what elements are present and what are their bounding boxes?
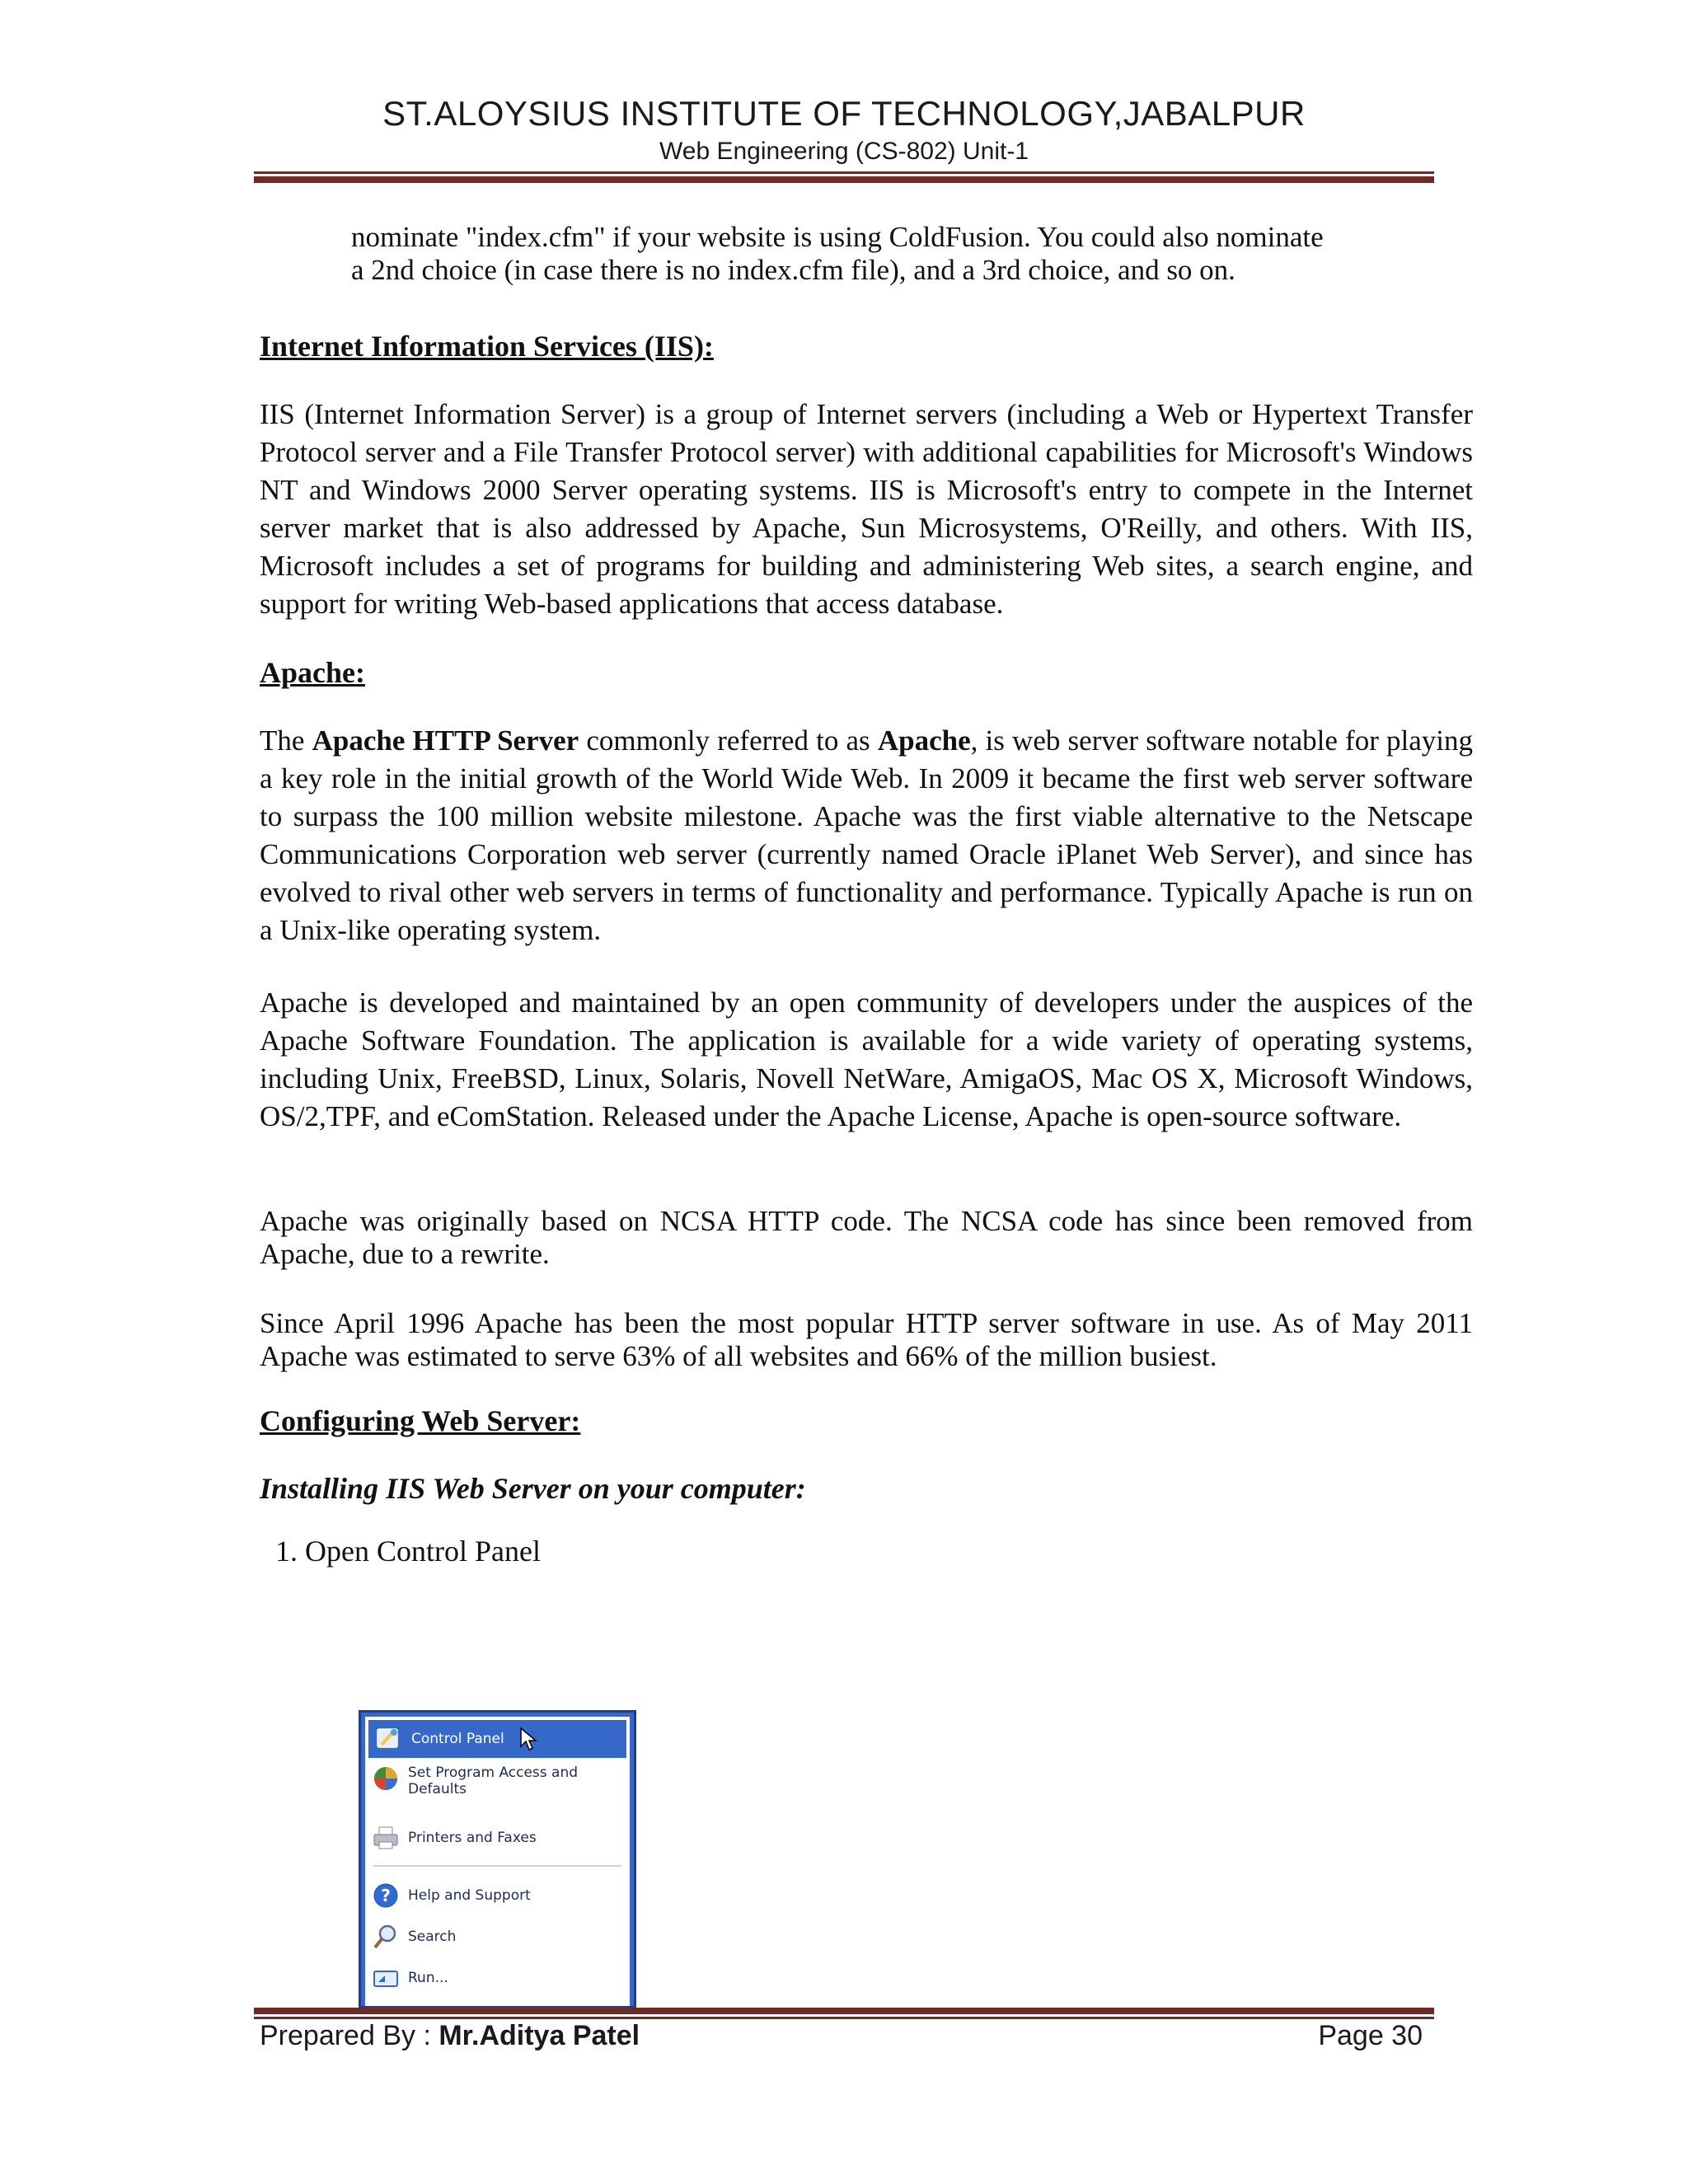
page-content xyxy=(260,221,1473,1569)
control-panel-icon xyxy=(375,1725,403,1753)
menu-item-search[interactable] xyxy=(365,1916,630,1957)
printer-icon xyxy=(372,1824,400,1852)
menu-label-line2: Defaults xyxy=(408,1781,467,1797)
footer-prepared-by xyxy=(260,2020,640,2052)
page-number: Page 30 xyxy=(1318,2020,1423,2051)
footer-rule xyxy=(254,2008,1434,2019)
apache-paragraph-4: Since April 1996 Apache has been the most popular HTTP server software in use. As of May 2011 Apache was estimated to serve 63% of all websites and 66% of the million busiest. xyxy=(260,1307,1473,1372)
menu-label: Search xyxy=(408,1929,457,1945)
iis-paragraph: IIS (Internet Information Server) is a group of Internet servers (including a Web or Hypertext Transfer Protocol server and a File Transfer Protocol server) with additional capabilities for Microsoft's Windows NT and Windows 2000 Server operating systems. IIS is Microsoft's entry to compete in the Internet server market that is also addressed by Apache, Sun Microsystems, O'Reilly, and others. With IIS, Microsoft includes a set of programs for building and administering Web sites, a search engine, and support for writing Web-based applications that access database. xyxy=(260,398,1473,620)
menu-label: Set Program Access and xyxy=(408,1765,579,1781)
install-step-1: 1. Open Control Panel xyxy=(305,1533,1473,1569)
continuation-line-1: nominate "index.cfm" if your website is using ColdFusion. You could also nominate xyxy=(351,221,1324,253)
apache-p1-the: The xyxy=(260,724,305,757)
menu-item-printers[interactable] xyxy=(365,1817,630,1858)
apache-p1-rest: , is web server software notable for playing a key role in the initial growth of the World Wide Web. In 2009 it became the first web server software to surpass the 100 million website milestone. Apache was the first viable alternative to the Netscape Communications Corporation web server (currently named Oracle iPlanet Web Server), and since has evolved to rival other web servers in terms of functionality and performance. Typically Apache is run on a Unix-like operating system. xyxy=(260,724,1474,946)
help-icon xyxy=(372,1882,400,1910)
continuation-line-2: a 2nd choice (in case there is no index.cfm file), and a 3rd choice, and so on. xyxy=(351,254,1236,286)
run-icon xyxy=(372,1964,400,1992)
menu-label: Help and Support xyxy=(408,1887,531,1904)
menu-label: Control Panel xyxy=(411,1731,504,1747)
start-menu-screenshot xyxy=(359,1710,636,2008)
subject-line: Web Engineering (CS-802) Unit-1 xyxy=(659,138,1029,165)
continuation-text xyxy=(351,221,1456,287)
apache-paragraph-2: Apache is developed and maintained by an open community of developers under the auspices of the Apache Software Foundation. The application is available for a wide variety of operating systems, including Unix, FreeBSD, Linux, Solaris, Novell NetWare, AmigaOS, Mac OS X, Microsoft Windows, OS/2,TPF, and eComStation. Released under the Apache License, Apache is open-source software. xyxy=(260,987,1473,1132)
apache-p1-bold-server: Apache HTTP Server xyxy=(312,724,579,757)
apache-paragraph-1 xyxy=(260,722,1473,949)
author-name: Mr.Aditya Patel xyxy=(438,2020,640,2051)
search-icon xyxy=(372,1923,400,1951)
apache-p1-mid: commonly referred to as xyxy=(586,724,870,757)
apache-paragraph-3: Apache was originally based on NCSA HTTP code. The NCSA code has since been removed from Apache, due to a rewrite. xyxy=(260,1205,1473,1270)
menu-label: Run... xyxy=(408,1970,448,1986)
header-rule xyxy=(254,171,1434,183)
menu-item-run[interactable] xyxy=(365,1957,630,1999)
configuring-heading: Configuring Web Server: xyxy=(260,1404,581,1437)
menu-label: Printers and Faxes xyxy=(408,1830,537,1846)
menu-item-help[interactable] xyxy=(365,1875,630,1916)
iis-heading: Internet Information Services (IIS): xyxy=(260,330,714,363)
svg-text:?: ? xyxy=(381,1886,391,1905)
menu-item-control-panel[interactable] xyxy=(368,1720,626,1758)
install-iis-subheading: Installing IIS Web Server on your computer: xyxy=(260,1472,806,1505)
menu-item-program-access[interactable] xyxy=(365,1758,630,1817)
institute-title: ST.ALOYSIUS INSTITUTE OF TECHNOLOGY,JABALPUR xyxy=(382,94,1306,133)
apache-p1-bold-name: Apache xyxy=(877,724,971,757)
mouse-cursor-icon xyxy=(519,1727,537,1751)
page-header xyxy=(254,92,1434,168)
apache-heading: Apache: xyxy=(260,656,365,689)
program-access-icon xyxy=(372,1765,400,1793)
menu-separator xyxy=(373,1865,621,1867)
install-steps xyxy=(260,1533,1473,1569)
prepared-label: Prepared By : xyxy=(260,2020,431,2051)
